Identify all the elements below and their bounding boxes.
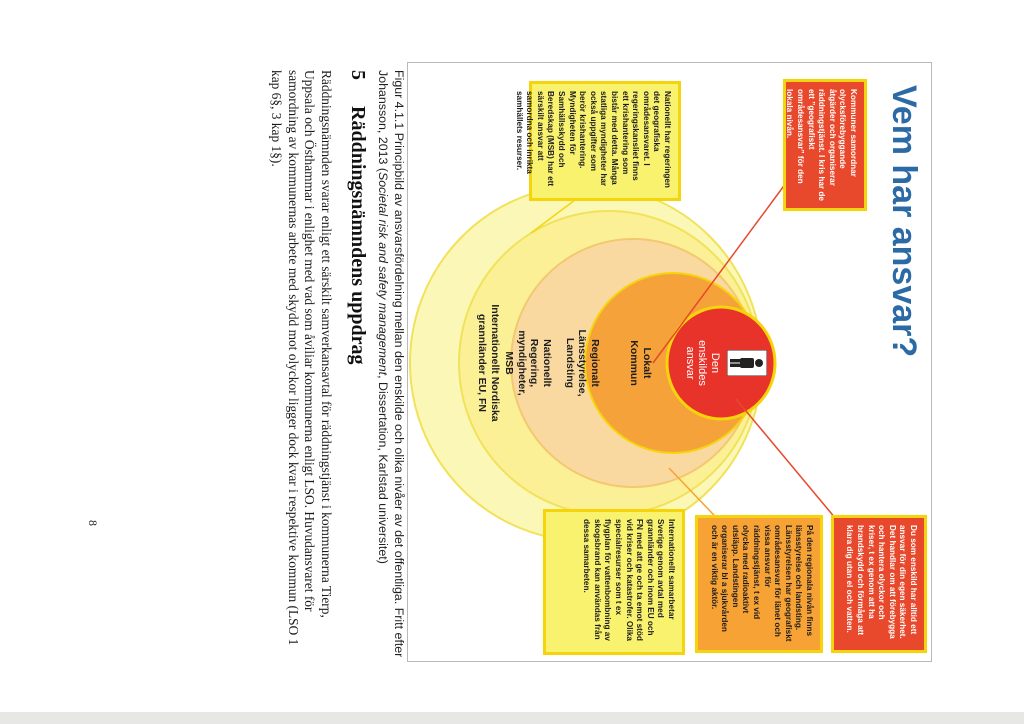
figure-title: Vem har ansvar? bbox=[885, 85, 923, 358]
section-heading bbox=[346, 70, 369, 364]
caption-label: Figur 4.1.1 bbox=[392, 70, 406, 130]
enskild-info-box: Du som enskild har alltid ett ansvar för din egen säkerhet. Det handlar om att förebygga och hantera olyckor och kriser, t ex genom att ha brandskydd och förmåga att klara dig utan el och vatten. bbox=[831, 515, 927, 653]
caption-text: Principbild av ansvarsfördelning mellan den enskilde och olika nivåer av det offentliga. Fritt efter Johansson, 2013 ( bbox=[376, 70, 406, 658]
person-icon bbox=[727, 350, 767, 376]
section-heading-text: Räddningsnämndens uppdrag bbox=[347, 106, 369, 365]
ring-label-lokalt: Lokalt Kommun bbox=[628, 340, 653, 386]
caption-text-end: , Dissertation, Karlstad universitet) bbox=[376, 375, 390, 564]
page-number: 8 bbox=[86, 520, 100, 526]
ring-label-regionalt: Regionalt Länsstyrelse, Landsting bbox=[564, 329, 601, 397]
caption-reference: Societal risk and safety management bbox=[376, 171, 390, 376]
kommun-info-box: Kommuner samordnar olycksförebyggande åtgärder och organiserar räddningstjänst. I kris har de ett ”geografiskt områdesansvar” för den lokala nivån. bbox=[783, 79, 867, 211]
center-label: Den enskildes ansvar bbox=[684, 340, 721, 386]
regional-info-box: På den regionala nivån finns länsstyrelse och landsting. Länsstyrelsen har geografiskt områdesansvar för länet och vissa ansvar för räddningstjänst, t ex vid olycka med radioaktivt utsläpp. Landstingen organiserar bl a sjukvården och är en viktig aktör. bbox=[695, 515, 823, 653]
figure-caption bbox=[375, 70, 407, 660]
section-body: Räddningsnämnden svarar enligt ett särskilt samverkansavtal för räddningstjänst i kommunerna Tierp, Uppsala och Östhammar i enlighet med vad som åviliar kommunerna enligt LSO. Huvudansvaret för samordning av kommunernas arbete med skydd mot olyckor ligger dock kvar i respektive kommun (LSO 1 kap 6§, 3 kap 1§). bbox=[269, 70, 334, 646]
ring-label-nationellt: Nationellt Regering, myndigheter, MSB bbox=[503, 330, 553, 396]
ring-label-internationellt: Internationellt Nordiska grannländer EU, FN bbox=[476, 304, 501, 422]
scan-edge bbox=[0, 712, 1024, 724]
responsibility-figure bbox=[407, 62, 932, 662]
section-number: 5 bbox=[347, 70, 369, 80]
nationellt-info-box: Nationellt har regeringen det geografiska områdesansvaret. I regeringskansliet finns ett krishantering som bistår med detta. Många statliga myndigheter har också uppgifter som berör krishantering. Myndigheten för Samhällsskydd och Beredskap (MSB) har ett särskilt ansvar att samordna och inrikta samhällets resurser. bbox=[529, 81, 681, 201]
rotated-page-content bbox=[47, 62, 977, 662]
internationellt-info-box: Internationellt samarbetar Sverige genom avtal med grannländer och inom EU och FN med att ge och ta emot stöd vid kriser och katastrofer. Olika specialresurser som t ex flygplan för vattenbombning av skogsbrand kan användas från dessa samarbeten. bbox=[543, 509, 685, 655]
